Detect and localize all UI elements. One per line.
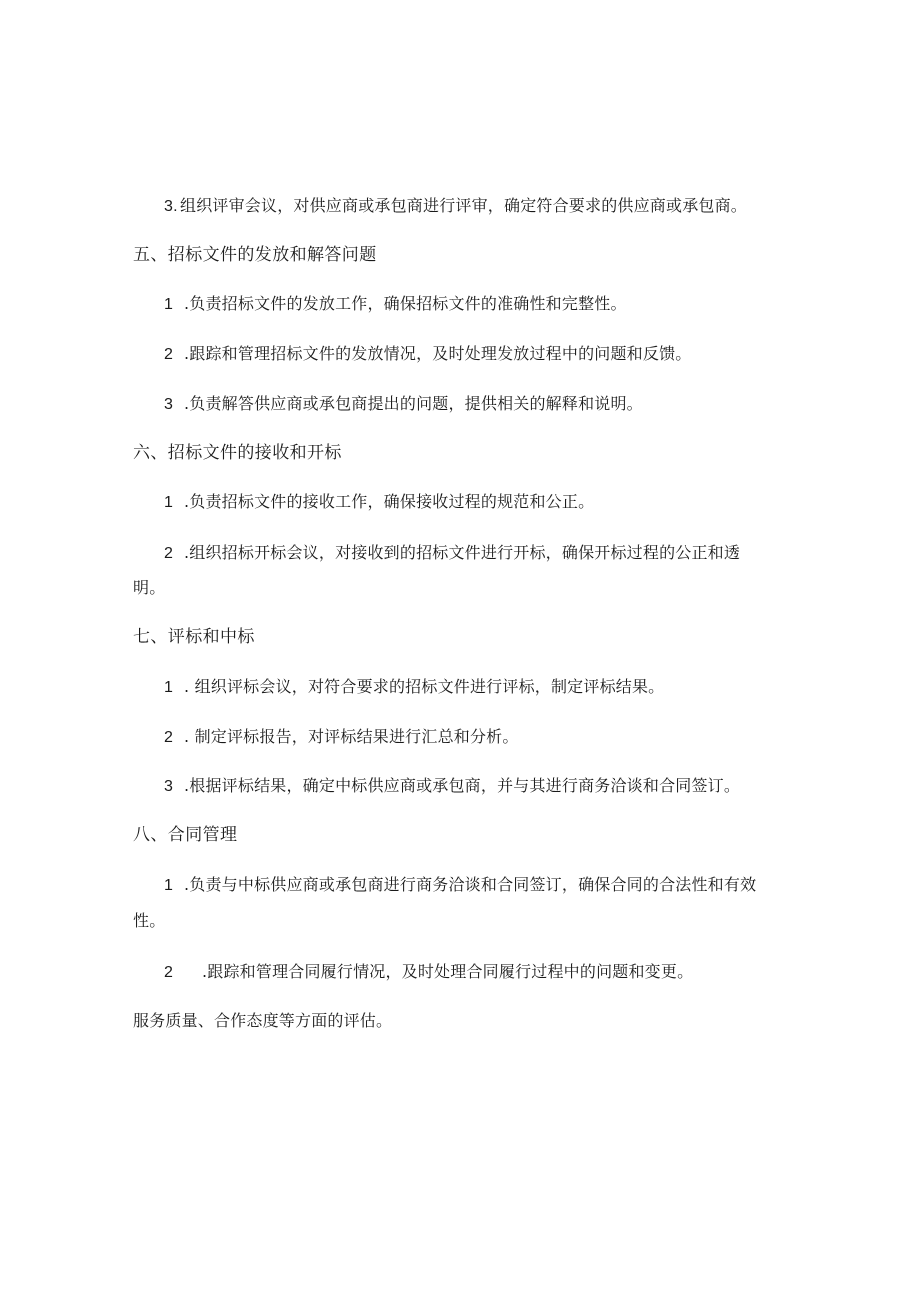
- list-item: [164, 543, 740, 564]
- list-item: [164, 875, 756, 896]
- item-text: .组织招标开标会议，对接收到的招标文件进行开标，确保开标过程的公正和透: [184, 543, 741, 562]
- item-text: . 制定评标报告，对评标结果进行汇总和分析。: [184, 727, 519, 746]
- item-number: 2: [164, 545, 174, 562]
- item-number: 1: [164, 296, 174, 313]
- item-text: .负责与中标供应商或承包商进行商务洽谈和合同签订，确保合同的合法性和有效: [184, 875, 757, 894]
- item-number: 3: [164, 396, 174, 413]
- list-item: [164, 196, 747, 217]
- item-text: .根据评标结果，确定中标供应商或承包商，并与其进行商务洽谈和合同签订。: [184, 776, 741, 795]
- item-number: 1: [164, 494, 174, 511]
- item-number: 1: [164, 877, 174, 894]
- list-item: [164, 962, 693, 983]
- item-number: 3: [164, 778, 174, 795]
- section-heading-7: 七、评标和中标: [133, 627, 255, 647]
- item-number: 2: [164, 729, 174, 746]
- section-heading-6: 六、招标文件的接收和开标: [133, 443, 342, 463]
- list-item: [164, 727, 519, 748]
- list-item: [164, 294, 627, 315]
- item-text: .跟踪和管理招标文件的发放情况，及时处理发放过程中的问题和反馈。: [184, 344, 692, 363]
- section-heading-5: 五、招标文件的发放和解答问题: [133, 245, 377, 265]
- item-text: .负责招标文件的发放工作，确保招标文件的准确性和完整性。: [184, 294, 627, 313]
- list-item-continuation: 性。: [133, 911, 166, 930]
- item-text: .负责解答供应商或承包商提出的问题，提供相关的解释和说明。: [184, 394, 643, 413]
- list-item: [164, 394, 643, 415]
- list-item-continuation: 明。: [133, 578, 166, 597]
- item-number: 2: [164, 346, 174, 363]
- trailing-paragraph: 服务质量、合作态度等方面的评估。: [133, 1011, 393, 1030]
- list-item: [164, 677, 664, 698]
- item-number: 2: [164, 964, 174, 981]
- section-heading-8: 八、合同管理: [133, 825, 238, 845]
- item-number: 3.: [164, 198, 178, 215]
- item-text: . 组织评标会议，对符合要求的招标文件进行评标，制定评标结果。: [184, 677, 665, 696]
- list-item: [164, 492, 594, 513]
- item-text: .负责招标文件的接收工作，确保接收过程的规范和公正。: [184, 492, 595, 511]
- list-item: [164, 776, 740, 797]
- list-item: [164, 344, 692, 365]
- item-number: 1: [164, 679, 174, 696]
- item-text: .跟踪和管理合同履行情况，及时处理合同履行过程中的问题和变更。: [202, 962, 694, 981]
- item-text: 组织评审会议，对供应商或承包商进行评审，确定符合要求的供应商或承包商。: [180, 196, 748, 215]
